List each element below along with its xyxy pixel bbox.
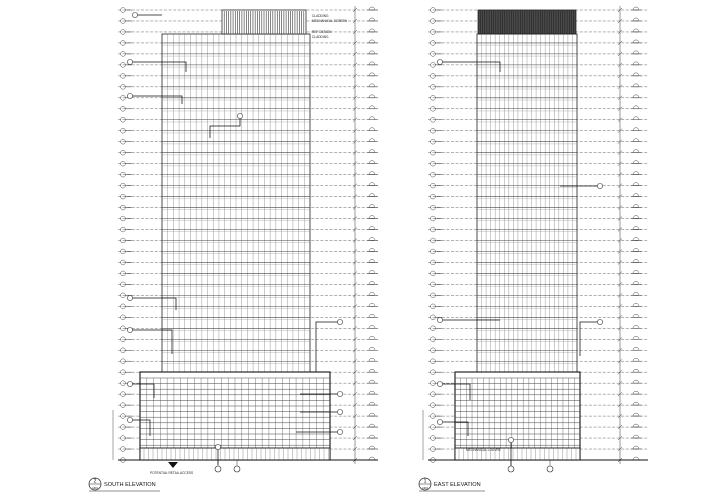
east-level-marker: [633, 139, 639, 142]
south-level-marker: [369, 51, 375, 54]
south-keynote-bubble: [132, 12, 137, 17]
south-elevation-title-block: [89, 478, 160, 491]
south-roof-note: CLADDING: [312, 35, 329, 39]
south-keynote-bubble: [337, 429, 342, 434]
east-level-marker: [633, 303, 639, 306]
south-level-marker: [369, 248, 375, 251]
south-keynote-bubble: [337, 319, 342, 324]
south-roof-notes: [312, 14, 348, 39]
south-level-marker: [369, 336, 375, 339]
east-ground-note-text: MECHANICAL LOUVRE: [466, 448, 501, 452]
south-level-marker: [369, 424, 375, 427]
south-title-number: 2: [93, 478, 97, 485]
east-level-marker: [633, 95, 639, 98]
east-level-marker: [633, 413, 639, 416]
south-ground-note: [150, 462, 193, 475]
south-level-marker: [369, 347, 375, 350]
east-level-marker: [633, 62, 639, 65]
east-level-marker: [633, 128, 639, 131]
south-level-marker: [369, 128, 375, 131]
south-level-marker: [369, 73, 375, 76]
south-level-marker: [369, 139, 375, 142]
south-level-marker: [369, 270, 375, 273]
east-level-marker: [633, 424, 639, 427]
south-level-marker: [369, 183, 375, 186]
east-level-marker: [633, 347, 639, 350]
south-keynote-bubble: [127, 417, 132, 422]
east-ground-note: [466, 448, 501, 452]
east-elevation-title: EAST ELEVATION: [434, 482, 481, 488]
south-grid-bubble: [215, 466, 221, 472]
east-level-marker: [633, 18, 639, 21]
east-level-marker: [633, 73, 639, 76]
south-level-marker: [369, 227, 375, 230]
south-keynote-bubble: [127, 381, 132, 386]
east-level-marker: [633, 216, 639, 219]
east-level-marker: [633, 150, 639, 153]
south-keynote-bubble: [237, 113, 242, 118]
east-title-sheet-ref: A301: [421, 486, 429, 490]
south-level-marker: [369, 84, 375, 87]
east-keynote-bubble: [437, 419, 442, 424]
east-keynote-leader: [580, 322, 600, 356]
east-level-marker: [633, 391, 639, 394]
south-level-marker: [369, 29, 375, 32]
south-level-marker: [369, 205, 375, 208]
east-keynote-bubble: [437, 59, 442, 64]
east-level-marker: [633, 84, 639, 87]
south-level-marker: [369, 150, 375, 153]
east-level-marker: [633, 172, 639, 175]
south-keynote-bubble: [127, 295, 132, 300]
south-keynote-bubble: [215, 444, 220, 449]
east-level-marker: [633, 325, 639, 328]
south-keynote-leader: [316, 322, 340, 372]
south-level-marker: [369, 402, 375, 405]
south-level-marker: [369, 314, 375, 317]
south-level-marker: [369, 435, 375, 438]
south-ground-note-text: POTENTIAL RETAIL ACCESS: [150, 471, 194, 475]
east-level-marker: [633, 281, 639, 284]
south-level-marker: [369, 62, 375, 65]
east-keynote-bubble: [597, 319, 602, 324]
south-level-marker: [369, 172, 375, 175]
east-level-marker: [633, 29, 639, 32]
east-grid-bubble: [508, 466, 514, 472]
south-roof-note: MECHANICAL SCREEN: [312, 19, 347, 23]
south-level-marker: [369, 40, 375, 43]
east-level-marker: [633, 446, 639, 449]
south-level-marker: [369, 194, 375, 197]
south-level-marker: [369, 358, 375, 361]
east-level-marker: [633, 51, 639, 54]
south-level-marker: [369, 18, 375, 21]
east-level-marker: [633, 106, 639, 109]
east-elevation-drawing: [423, 6, 648, 472]
east-grid-bubble: [547, 466, 553, 472]
east-level-marker: [633, 402, 639, 405]
east-level-marker: [633, 336, 639, 339]
south-elevation-title: SOUTH ELEVATION: [104, 482, 156, 488]
south-title-sheet-ref: A301: [91, 486, 99, 490]
east-level-marker: [633, 194, 639, 197]
south-level-marker: [369, 446, 375, 449]
south-roof-note: REF DESIGN: [312, 30, 332, 34]
east-keynote-bubble: [437, 381, 442, 386]
south-keynote-bubble: [127, 327, 132, 332]
east-level-marker: [633, 248, 639, 251]
east-level-marker: [633, 161, 639, 164]
south-level-marker: [369, 369, 375, 372]
east-level-marker: [633, 270, 639, 273]
south-level-marker: [369, 106, 375, 109]
south-level-marker: [369, 7, 375, 10]
east-level-marker: [633, 205, 639, 208]
south-level-marker: [369, 216, 375, 219]
east-level-marker: [633, 40, 639, 43]
east-level-marker: [633, 117, 639, 120]
east-level-marker: [633, 227, 639, 230]
south-level-marker: [369, 161, 375, 164]
east-level-marker: [633, 183, 639, 186]
east-level-marker: [633, 369, 639, 372]
east-keynote-bubble: [597, 183, 602, 188]
east-level-marker: [633, 292, 639, 295]
south-elevation-drawing: [113, 6, 378, 472]
east-level-marker: [633, 259, 639, 262]
south-level-marker: [369, 95, 375, 98]
south-level-marker: [369, 237, 375, 240]
south-keynote-bubble: [127, 59, 132, 64]
south-level-marker: [369, 281, 375, 284]
south-entry-marker-icon: [168, 462, 178, 468]
south-level-marker: [369, 325, 375, 328]
east-title-number: 1: [423, 478, 427, 485]
east-keynote-bubble: [508, 437, 513, 442]
south-level-marker: [369, 259, 375, 262]
east-level-marker: [633, 7, 639, 10]
south-level-marker: [369, 303, 375, 306]
south-level-marker: [369, 413, 375, 416]
east-level-marker: [633, 435, 639, 438]
south-keynote-bubble: [127, 93, 132, 98]
south-level-marker: [369, 380, 375, 383]
east-level-marker: [633, 314, 639, 317]
east-level-marker: [633, 358, 639, 361]
east-level-marker: [633, 237, 639, 240]
south-level-marker: [369, 292, 375, 295]
south-roof-note: CLADDING: [312, 14, 329, 18]
east-elevation-title-block: [419, 478, 485, 491]
east-keynote-bubble: [437, 317, 442, 322]
south-keynote-bubble: [337, 409, 342, 414]
south-level-marker: [369, 391, 375, 394]
east-level-marker: [633, 380, 639, 383]
south-keynote-bubble: [337, 391, 342, 396]
south-grid-bubble: [234, 466, 240, 472]
south-level-marker: [369, 117, 375, 120]
